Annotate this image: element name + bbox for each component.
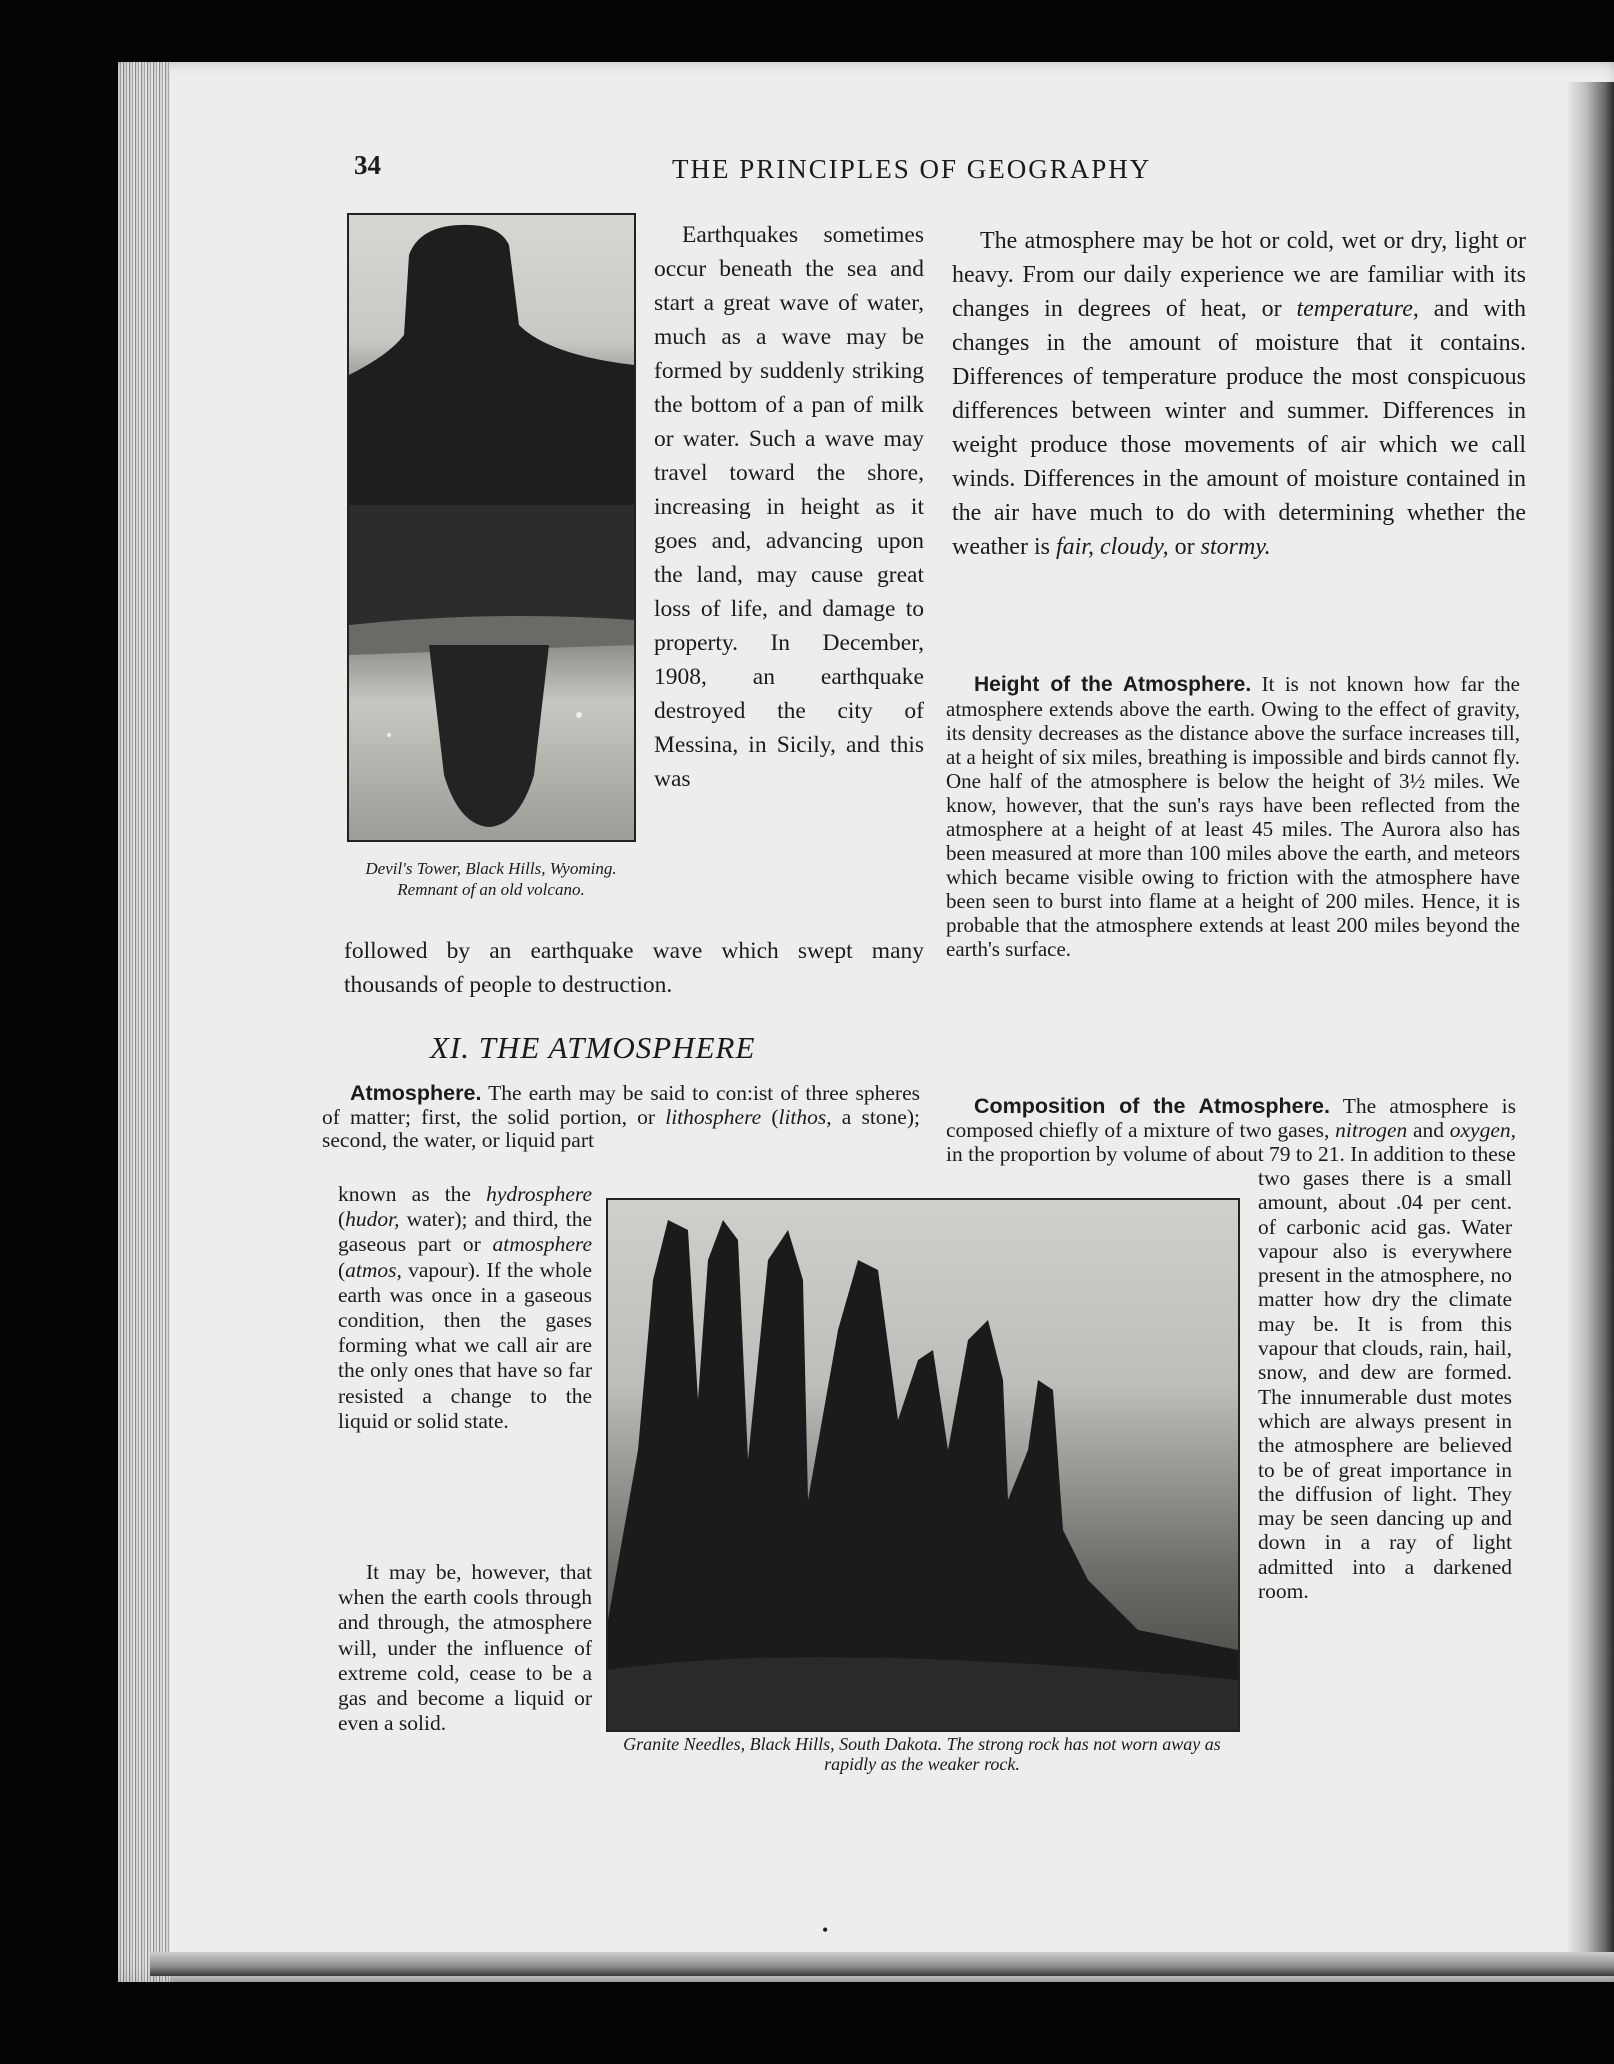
p1-text-b: and with changes in the amount of moisture that it contains. Differences of temperature produce the most conspicuous differences between winter and summer. Differences in weight produce those movements of air which we call winds. Differences in the amount of moisture contained in the air have much to do with determining whether the weather is xyxy=(952,296,1526,560)
earthquake-text-cont: followed by an earthquake wave which swept many thousands of people to destruction. xyxy=(344,938,924,998)
devils-tower-photo-icon xyxy=(347,213,636,842)
temperature-term: temperature, xyxy=(1296,296,1419,322)
earthquake-text: Earthquakes sometimes occur beneath the sea and start a great wave of water, much as a wave may be formed by suddenly striking the bottom of a pan of milk or water. Such a wave may travel toward the shore, increasing in height as it goes and, advancing upon the land, may cause great loss of life, and damage to property. In December, 1908, an earthquake destroyed the city of Messina, in Sicily, and this was xyxy=(654,222,924,792)
running-title: THE PRINCIPLES OF GEOGRAPHY xyxy=(672,154,1152,184)
page-edge-bottom xyxy=(150,1952,1614,1976)
figure2-caption xyxy=(612,1734,1232,1774)
atmosphere-lead: Atmosphere. xyxy=(350,1081,482,1105)
fair-cloudy-term: fair, cloudy, xyxy=(1055,534,1169,560)
col1-text-a: known as the xyxy=(338,1182,487,1206)
composition-paragraph xyxy=(946,1094,1516,1166)
atmosphere-term: atmosphere xyxy=(492,1232,592,1257)
hydrosphere-term: hydrosphere xyxy=(486,1182,592,1206)
atmosphere-col1 xyxy=(338,1182,592,1434)
section-heading: XI. THE ATMOSPHERE xyxy=(430,1030,756,1065)
page-mark: • xyxy=(822,1920,829,1940)
height-paragraph xyxy=(946,672,1520,961)
paren-open: ( xyxy=(761,1104,779,1129)
height-text: It is not known how far the atmosphere extends above the earth. Owing to the effect of gravity, its density decreases as the distance above the surface increases till, at a height of six miles, breathing is impossible and birds cannot fly. One half of the atmosphere is below the height of 3½ miles. We know, however, that the sun's rays have been reflected from the atmosphere at a height of at least 45 miles. The Aurora also has been measured at more than 100 miles above the earth, and meteors which became visible owing to friction with the atmosphere have been seen to burst into flame at a height of 200 miles. Hence, it is probable that the atmosphere extends at least 200 miles beyond the earth's surface. xyxy=(946,672,1520,961)
page-edge-right xyxy=(1568,82,1614,1952)
granite-needles-photo-icon xyxy=(606,1198,1240,1732)
stormy-term: stormy. xyxy=(1200,534,1271,560)
comp-text-c: in the proportion by volume of about 79 to 21. In addition to these xyxy=(946,1142,1516,1166)
col1-text-b: ( xyxy=(338,1207,346,1232)
col1-para2-text: It may be, however, that when the earth cools through and through, the atmosphere will, under the influence of extreme cold, cease to be a gas and become a liquid or even a solid. xyxy=(338,1560,592,1736)
atmosphere-intro-c: a stone); second, the water, or liquid part xyxy=(322,1104,920,1152)
composition-continuation xyxy=(1258,1166,1512,1603)
comp-text-d: two gases there is a small amount, about .04 per cent. of carbonic acid gas. Water vapour also is everywhere present in the atmosphere, no matter how dry the climate may be. It is from this vapour that clouds, rain, hail, snow, and dew are formed. The innumerable dust motes which are always present in the atmosphere are believed to be of great importance in the diffusion of light. They may be seen dancing up and down in a ray of light admitted into a darkened room. xyxy=(1258,1166,1512,1604)
col1-text-c: water); and third, the gaseous part or xyxy=(338,1207,592,1257)
figure2-caption-title: Granite Needles, Black Hills, South Dakota. xyxy=(623,1734,943,1754)
comp-text-b: and xyxy=(1407,1118,1450,1142)
atmosphere-properties-paragraph xyxy=(952,224,1526,564)
atmosphere-col1-para2 xyxy=(338,1560,592,1736)
oxygen-term: oxygen, xyxy=(1449,1118,1517,1142)
hudor-term: hudor, xyxy=(345,1207,400,1232)
height-lead: Height of the Atmosphere. xyxy=(974,673,1252,696)
book-gutter xyxy=(118,62,170,1982)
figure1-caption: Devil's Tower, Black Hills, Wyoming. Remnant of an old volcano. xyxy=(365,859,617,899)
earthquake-paragraph xyxy=(654,218,924,796)
nitrogen-term: nitrogen xyxy=(1335,1118,1408,1142)
lithosphere-term: lithosphere xyxy=(665,1104,762,1129)
page-number: 34 xyxy=(354,150,381,180)
figure2-caption-desc: The strong rock has not worn away as rapidly as the weaker rock. xyxy=(824,1734,1221,1774)
atmos-term: atmos, xyxy=(345,1257,402,1282)
col1-text-e: vapour). If the whole earth was once in a gaseous condition, then the gases forming what we call air are the only ones that have so far resisted a change to the liquid or solid state. xyxy=(338,1257,592,1433)
atmosphere-intro-a: The earth may be said to con:ist of three spheres of matter; first, the solid portion, or xyxy=(322,1081,920,1129)
p1-text-a: The atmosphere may be hot or cold, wet or dry, light or heavy. From our daily experience we are familiar with its changes in degrees of heat, or xyxy=(952,228,1526,322)
col1-text-d: ( xyxy=(338,1257,346,1282)
composition-lead: Composition of the Atmosphere. xyxy=(974,1094,1330,1118)
lithos-term: lithos, xyxy=(778,1104,832,1129)
earthquake-continuation xyxy=(344,934,924,1002)
p1-text-c: or xyxy=(1168,534,1201,560)
comp-text-a: The atmosphere is composed chiefly of a mixture of two gases, xyxy=(946,1094,1516,1142)
atmosphere-intro xyxy=(322,1082,920,1153)
